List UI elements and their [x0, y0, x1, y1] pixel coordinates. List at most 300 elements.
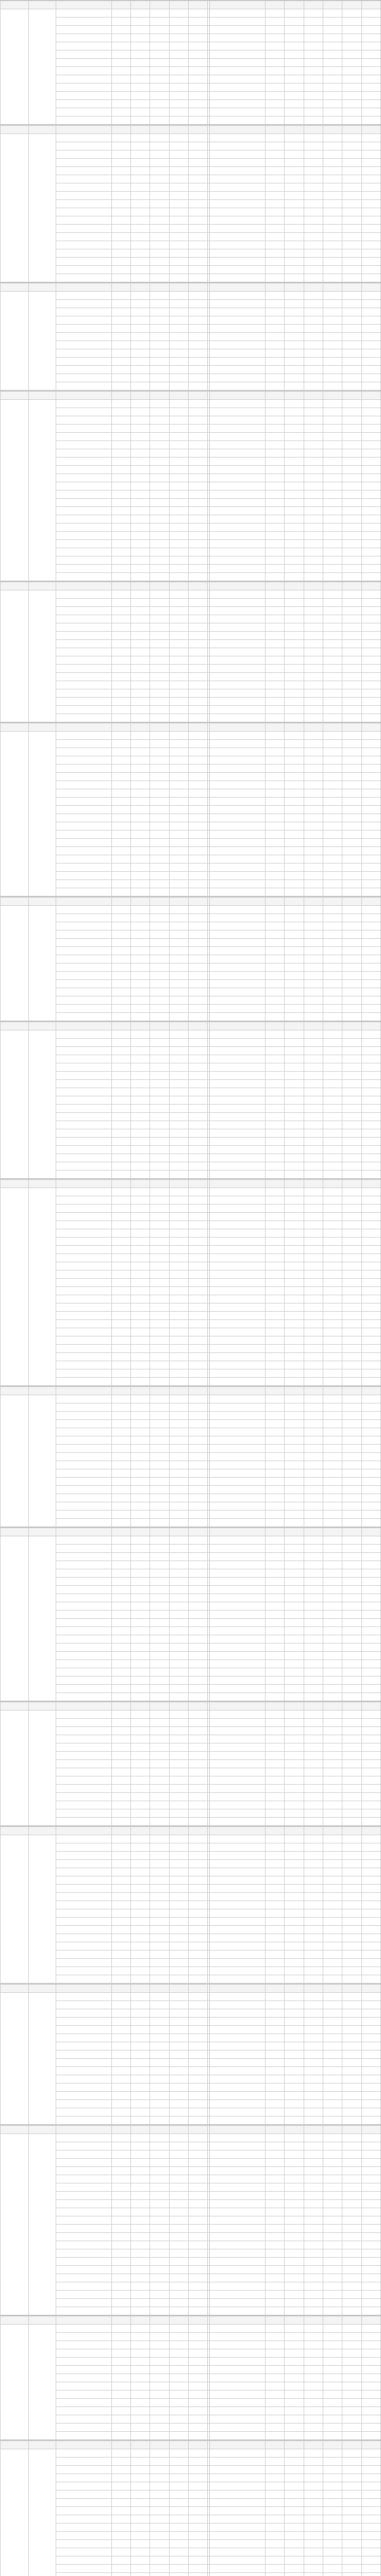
value-cell	[111, 1768, 130, 1776]
value-cell	[304, 1809, 323, 1818]
value-cell	[361, 2573, 380, 2576]
value-cell	[285, 1918, 304, 1926]
table-row	[1, 1785, 381, 1793]
value-cell	[342, 590, 361, 599]
value-cell	[361, 1668, 380, 1676]
value-cell	[361, 2341, 380, 2349]
name-cell	[56, 449, 111, 457]
value-cell	[342, 2474, 361, 2482]
name-cell	[210, 2482, 266, 2490]
value-cell	[169, 1295, 188, 1303]
value-cell	[188, 2374, 207, 2382]
name-cell	[56, 2009, 111, 2018]
value-cell	[130, 1196, 150, 1205]
value-cell	[304, 2432, 323, 2440]
value-cell	[323, 482, 342, 490]
value-cell	[304, 1868, 323, 1876]
value-cell	[111, 1469, 130, 1478]
value-cell	[266, 1303, 285, 1312]
value-cell	[188, 9, 207, 18]
value-cell	[266, 482, 285, 490]
table-row	[1, 1262, 381, 1270]
value-cell	[266, 2358, 285, 2366]
name-cell	[210, 1345, 266, 1353]
value-cell	[188, 698, 207, 706]
column-header	[188, 2441, 207, 2449]
value-cell	[130, 1129, 150, 1138]
value-cell	[130, 839, 150, 847]
value-cell	[130, 556, 150, 565]
value-cell	[342, 1345, 361, 1353]
column-header	[150, 1985, 169, 1993]
value-cell	[111, 2266, 130, 2274]
value-cell	[150, 1295, 169, 1303]
name-cell	[210, 789, 266, 798]
value-cell	[150, 2026, 169, 2034]
value-cell	[266, 740, 285, 748]
value-cell	[266, 880, 285, 888]
table-row	[1, 556, 381, 565]
value-cell	[266, 2407, 285, 2415]
value-cell	[169, 400, 188, 408]
column-header	[56, 2126, 111, 2134]
value-cell	[150, 847, 169, 855]
value-cell	[169, 100, 188, 108]
value-cell	[361, 930, 380, 939]
value-cell	[342, 1238, 361, 1246]
table-row	[1, 425, 381, 433]
value-cell	[342, 1445, 361, 1453]
value-cell	[323, 922, 342, 930]
value-cell	[361, 449, 380, 457]
value-cell	[285, 1519, 304, 1527]
value-cell	[111, 2399, 130, 2407]
name-cell	[210, 1710, 266, 1719]
value-cell	[169, 1336, 188, 1345]
value-cell	[342, 1685, 361, 1693]
value-cell	[169, 249, 188, 258]
value-cell	[188, 100, 207, 108]
value-cell	[285, 2556, 304, 2565]
column-header	[304, 582, 323, 590]
value-cell	[188, 1030, 207, 1039]
value-cell	[323, 42, 342, 50]
value-cell	[285, 83, 304, 92]
value-cell	[361, 980, 380, 988]
name-cell	[210, 1685, 266, 1693]
value-cell	[111, 1312, 130, 1320]
name-cell	[210, 822, 266, 831]
value-cell	[150, 241, 169, 249]
value-cell	[361, 2233, 380, 2241]
value-cell	[150, 2233, 169, 2241]
value-cell	[150, 673, 169, 681]
value-cell	[285, 1328, 304, 1336]
column-header	[323, 2126, 342, 2134]
value-cell	[323, 1801, 342, 1809]
column-header	[150, 126, 169, 134]
value-cell	[266, 34, 285, 42]
value-cell	[342, 1395, 361, 1403]
value-cell	[111, 822, 130, 831]
value-cell	[188, 1336, 207, 1345]
value-cell	[169, 980, 188, 988]
value-cell	[323, 789, 342, 798]
column-header	[150, 2126, 169, 2134]
value-cell	[323, 333, 342, 341]
value-cell	[323, 1635, 342, 1643]
value-cell	[150, 2349, 169, 2358]
value-cell	[111, 2507, 130, 2515]
value-cell	[130, 2299, 150, 2307]
value-cell	[150, 2299, 169, 2307]
value-cell	[304, 1719, 323, 1727]
value-cell	[266, 2075, 285, 2083]
value-cell	[130, 1536, 150, 1545]
value-cell	[323, 2307, 342, 2315]
value-cell	[266, 1918, 285, 1926]
value-cell	[361, 1303, 380, 1312]
value-cell	[342, 2075, 361, 2083]
value-cell	[150, 499, 169, 507]
name-cell	[210, 441, 266, 449]
value-cell	[188, 274, 207, 282]
value-cell	[304, 1586, 323, 1594]
name-cell	[56, 1162, 111, 1171]
value-cell	[130, 1693, 150, 1701]
value-cell	[285, 274, 304, 282]
value-cell	[266, 1785, 285, 1793]
name-cell	[56, 740, 111, 748]
value-cell	[188, 822, 207, 831]
value-cell	[169, 632, 188, 640]
value-cell	[111, 2474, 130, 2482]
value-cell	[266, 640, 285, 648]
value-cell	[266, 623, 285, 632]
value-cell	[169, 2216, 188, 2225]
name-cell	[56, 1138, 111, 1146]
value-cell	[150, 2474, 169, 2482]
value-cell	[323, 1221, 342, 1229]
value-cell	[304, 1768, 323, 1776]
value-cell	[111, 225, 130, 233]
value-cell	[111, 1660, 130, 1668]
value-cell	[285, 773, 304, 781]
name-cell	[56, 1080, 111, 1088]
value-cell	[323, 308, 342, 316]
value-cell	[169, 274, 188, 282]
value-cell	[323, 183, 342, 192]
value-cell	[304, 1030, 323, 1039]
value-cell	[323, 1113, 342, 1121]
value-cell	[285, 556, 304, 565]
value-cell	[342, 855, 361, 863]
value-cell	[111, 382, 130, 391]
name-cell	[56, 1885, 111, 1893]
value-cell	[111, 1295, 130, 1303]
value-cell	[304, 1594, 323, 1602]
value-cell	[150, 2556, 169, 2565]
column-header	[29, 1022, 56, 1030]
value-cell	[361, 2216, 380, 2225]
value-cell	[304, 150, 323, 159]
name-cell	[210, 1478, 266, 1486]
value-cell	[323, 2391, 342, 2399]
table-row	[1, 2142, 381, 2150]
value-cell	[169, 2108, 188, 2116]
value-cell	[361, 1710, 380, 1719]
value-cell	[188, 134, 207, 142]
name-cell	[210, 167, 266, 175]
value-cell	[304, 42, 323, 50]
table-section	[0, 1701, 381, 1826]
value-cell	[130, 1055, 150, 1063]
value-cell	[304, 988, 323, 996]
column-header	[130, 1985, 150, 1993]
value-cell	[285, 798, 304, 806]
value-cell	[361, 2159, 380, 2167]
value-cell	[150, 9, 169, 18]
table-row	[1, 1395, 381, 1403]
value-cell	[342, 1752, 361, 1760]
value-cell	[130, 1469, 150, 1478]
value-cell	[304, 266, 323, 274]
value-cell	[361, 1229, 380, 1238]
value-cell	[111, 872, 130, 880]
value-cell	[285, 698, 304, 706]
value-cell	[304, 441, 323, 449]
value-cell	[304, 1412, 323, 1420]
value-cell	[304, 1668, 323, 1676]
value-cell	[130, 590, 150, 599]
value-cell	[188, 930, 207, 939]
name-cell	[56, 1843, 111, 1852]
value-cell	[130, 1909, 150, 1918]
value-cell	[285, 632, 304, 640]
column-header	[361, 1827, 380, 1835]
value-cell	[285, 1809, 304, 1818]
name-cell	[210, 2018, 266, 2026]
value-cell	[169, 2258, 188, 2266]
value-cell	[111, 1578, 130, 1586]
value-cell	[130, 756, 150, 765]
value-cell	[285, 996, 304, 1005]
value-cell	[361, 425, 380, 433]
column-header	[150, 283, 169, 292]
column-header	[304, 2441, 323, 2449]
name-cell	[210, 2142, 266, 2150]
value-cell	[285, 2083, 304, 2092]
value-cell	[342, 1312, 361, 1320]
value-cell	[304, 1967, 323, 1975]
table-section	[0, 2315, 381, 2440]
table-row	[1, 888, 381, 896]
value-cell	[111, 466, 130, 474]
value-cell	[285, 2540, 304, 2548]
value-cell	[285, 1643, 304, 1652]
value-cell	[150, 92, 169, 100]
value-cell	[285, 2474, 304, 2482]
value-cell	[323, 1876, 342, 1885]
table-row	[1, 1643, 381, 1652]
table-section	[0, 2440, 381, 2576]
value-cell	[323, 2059, 342, 2067]
value-cell	[304, 1553, 323, 1561]
column-header	[169, 1985, 188, 1993]
name-cell	[56, 656, 111, 665]
value-cell	[304, 1328, 323, 1336]
value-cell	[323, 2018, 342, 2026]
value-cell	[188, 2274, 207, 2282]
value-cell	[130, 1105, 150, 1113]
value-cell	[266, 333, 285, 341]
value-cell	[304, 1445, 323, 1453]
value-cell	[304, 2216, 323, 2225]
name-cell	[56, 2565, 111, 2573]
value-cell	[304, 1545, 323, 1553]
group-cell	[29, 1536, 56, 1701]
value-cell	[130, 1959, 150, 1967]
name-cell	[210, 2458, 266, 2466]
value-cell	[111, 1262, 130, 1270]
value-cell	[150, 1428, 169, 1436]
value-cell	[111, 108, 130, 116]
name-cell	[56, 482, 111, 490]
value-cell	[130, 607, 150, 615]
value-cell	[266, 1262, 285, 1270]
value-cell	[111, 490, 130, 499]
value-cell	[266, 2507, 285, 2515]
value-cell	[266, 100, 285, 108]
value-cell	[285, 1569, 304, 1578]
table-row	[1, 1279, 381, 1287]
value-cell	[188, 2349, 207, 2358]
name-cell	[56, 706, 111, 714]
value-cell	[169, 1039, 188, 1047]
value-cell	[111, 640, 130, 648]
value-cell	[169, 2018, 188, 2026]
value-cell	[266, 1809, 285, 1818]
value-cell	[304, 648, 323, 656]
value-cell	[169, 1369, 188, 1378]
value-cell	[342, 822, 361, 831]
name-cell	[56, 2100, 111, 2108]
value-cell	[111, 249, 130, 258]
value-cell	[188, 607, 207, 615]
value-cell	[266, 1578, 285, 1586]
value-cell	[130, 773, 150, 781]
value-cell	[266, 1901, 285, 1909]
name-cell	[56, 1502, 111, 1511]
value-cell	[188, 1063, 207, 1072]
value-cell	[266, 1138, 285, 1146]
value-cell	[111, 748, 130, 756]
column-header	[188, 897, 207, 906]
value-cell	[304, 1660, 323, 1668]
column-header	[111, 392, 130, 400]
value-cell	[169, 930, 188, 939]
value-cell	[169, 2565, 188, 2573]
name-cell	[210, 1063, 266, 1072]
value-cell	[169, 2466, 188, 2474]
value-cell	[361, 1478, 380, 1486]
name-cell	[210, 1735, 266, 1743]
value-cell	[111, 233, 130, 241]
value-cell	[130, 2159, 150, 2167]
value-cell	[150, 556, 169, 565]
name-cell	[210, 532, 266, 540]
name-cell	[210, 2399, 266, 2407]
value-cell	[169, 1545, 188, 1553]
value-cell	[323, 2540, 342, 2548]
value-cell	[169, 2407, 188, 2415]
value-cell	[304, 2100, 323, 2108]
value-cell	[323, 233, 342, 241]
value-cell	[111, 1229, 130, 1238]
value-cell	[285, 2325, 304, 2333]
value-cell	[361, 1072, 380, 1080]
name-cell	[56, 748, 111, 756]
value-cell	[285, 1860, 304, 1868]
value-cell	[285, 2432, 304, 2440]
name-cell	[210, 2067, 266, 2075]
name-cell	[210, 1229, 266, 1238]
value-cell	[150, 2009, 169, 2018]
name-cell	[56, 2258, 111, 2266]
value-cell	[361, 1951, 380, 1959]
value-cell	[285, 1279, 304, 1287]
value-cell	[111, 2134, 130, 2142]
name-cell	[56, 806, 111, 814]
value-cell	[188, 590, 207, 599]
value-cell	[130, 2565, 150, 2573]
name-cell	[56, 225, 111, 233]
column-header	[210, 1, 266, 9]
name-cell	[56, 2466, 111, 2474]
value-cell	[342, 607, 361, 615]
value-cell	[130, 2548, 150, 2556]
name-cell	[210, 183, 266, 192]
value-cell	[266, 142, 285, 150]
value-cell	[342, 947, 361, 955]
value-cell	[150, 2282, 169, 2291]
value-cell	[361, 888, 380, 896]
table-row	[1, 1005, 381, 1013]
value-cell	[150, 1909, 169, 1918]
value-cell	[323, 1436, 342, 1445]
value-cell	[188, 358, 207, 366]
value-cell	[304, 2001, 323, 2009]
name-cell	[56, 1345, 111, 1353]
value-cell	[130, 2382, 150, 2391]
value-cell	[323, 2407, 342, 2415]
group-cell	[29, 1710, 56, 1826]
value-cell	[361, 2009, 380, 2018]
value-cell	[169, 607, 188, 615]
value-cell	[188, 42, 207, 50]
value-cell	[361, 366, 380, 374]
table-row	[1, 2009, 381, 2018]
value-cell	[304, 1369, 323, 1378]
value-cell	[342, 482, 361, 490]
value-cell	[169, 1246, 188, 1254]
name-cell	[210, 1934, 266, 1942]
value-cell	[111, 1959, 130, 1967]
name-cell	[210, 159, 266, 167]
value-cell	[361, 773, 380, 781]
value-cell	[361, 1162, 380, 1171]
value-cell	[323, 2523, 342, 2532]
